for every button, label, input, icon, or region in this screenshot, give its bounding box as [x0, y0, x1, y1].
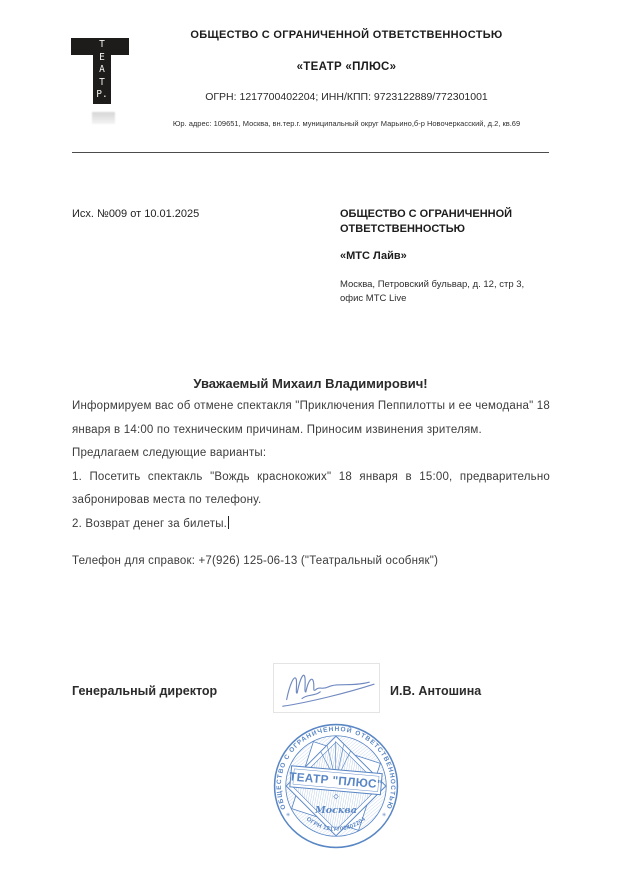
logo-letter: Р. — [96, 89, 108, 101]
body-option-2-text[interactable]: 2. Возврат денег за билеты. — [72, 517, 228, 530]
outgoing-reference[interactable]: Исх. №009 от 10.01.2025 — [72, 208, 200, 220]
stamp-separator-icon: ✳ — [285, 812, 291, 819]
recipient-org-type: ОТВЕТСТВЕННОСТЬЮ — [340, 223, 466, 235]
logo-letter: А — [99, 64, 105, 76]
letter-body[interactable] — [72, 395, 550, 536]
letterhead-org-name: «ТЕАТР «ПЛЮС» — [296, 61, 397, 73]
logo-letter: Т — [99, 76, 105, 88]
signer-position: Генеральный директор — [72, 684, 218, 698]
letterhead-legal-address: Юр. адрес: 109651, Москва, вн.тер.г. муниципальный округ Марьино,б-р Новочеркасский, д.2, кв.69 — [172, 119, 521, 128]
signature-scribble-icon — [274, 664, 379, 712]
letterhead-divider — [72, 152, 549, 153]
stamp-company-name: ТЕАТР "ПЛЮС" — [288, 769, 384, 792]
body-paragraph-options-intro[interactable]: Предлагаем следующие варианты: — [72, 447, 267, 459]
recipient-address-line: офис МТС Live — [340, 293, 407, 304]
recipient-block — [340, 207, 555, 306]
text-cursor — [228, 516, 229, 529]
stamp-city: Москва — [315, 804, 357, 816]
logo-letter: Е — [99, 51, 105, 63]
stamp-ring-text: ОБЩЕСТВО С ОГРАНИЧЕННОЙ ОТВЕТСТВЕННОСТЬЮ — [275, 725, 397, 811]
recipient-address-line: Москва, Петровский бульвар, д. 12, стр 3, — [340, 279, 525, 290]
signature-image — [273, 663, 380, 713]
recipient-org-name: «МТС Лайв» — [340, 250, 407, 262]
salutation[interactable]: Уважаемый Михаил Владимирович! — [193, 376, 428, 391]
logo-letter: Т — [99, 39, 105, 50]
phone-line[interactable]: Телефон для справок: +7(926) 125-06-13 ("Театральный особняк") — [72, 555, 439, 567]
letterhead-registration: ОГРН: 1217700402204; ИНН/КПП: 9723122889/772301001 — [205, 91, 488, 103]
stamp-separator-icon: ✳ — [381, 812, 387, 819]
body-paragraph-cancellation[interactable]: Информируем вас об отмене спектакля "Приключения Пеппилотты и ее чемодана" 18 января в 14:00 по техническим причинам. Приносим извинения зрителям. — [72, 400, 550, 436]
stamp-ogrn-text: ОГРН 1217700402204 — [304, 816, 368, 833]
body-option-2[interactable] — [72, 513, 550, 537]
recipient-org-type: ОБЩЕСТВО С ОГРАНИЧЕННОЙ — [340, 208, 513, 220]
logo-reflection — [92, 112, 115, 124]
recipient-address — [340, 278, 555, 306]
theater-logo-text — [93, 39, 111, 102]
body-option-1[interactable]: 1. Посетить спектакль "Вождь краснокожих" 18 января в 15:00, предварительно забронировав места по телефону. — [72, 470, 550, 506]
signer-name: И.В. Антошина — [390, 684, 482, 698]
letterhead-org-type: ОБЩЕСТВО С ОГРАНИЧЕННОЙ ОТВЕТСТВЕННОСТЬЮ — [190, 29, 503, 41]
company-stamp — [272, 722, 400, 850]
